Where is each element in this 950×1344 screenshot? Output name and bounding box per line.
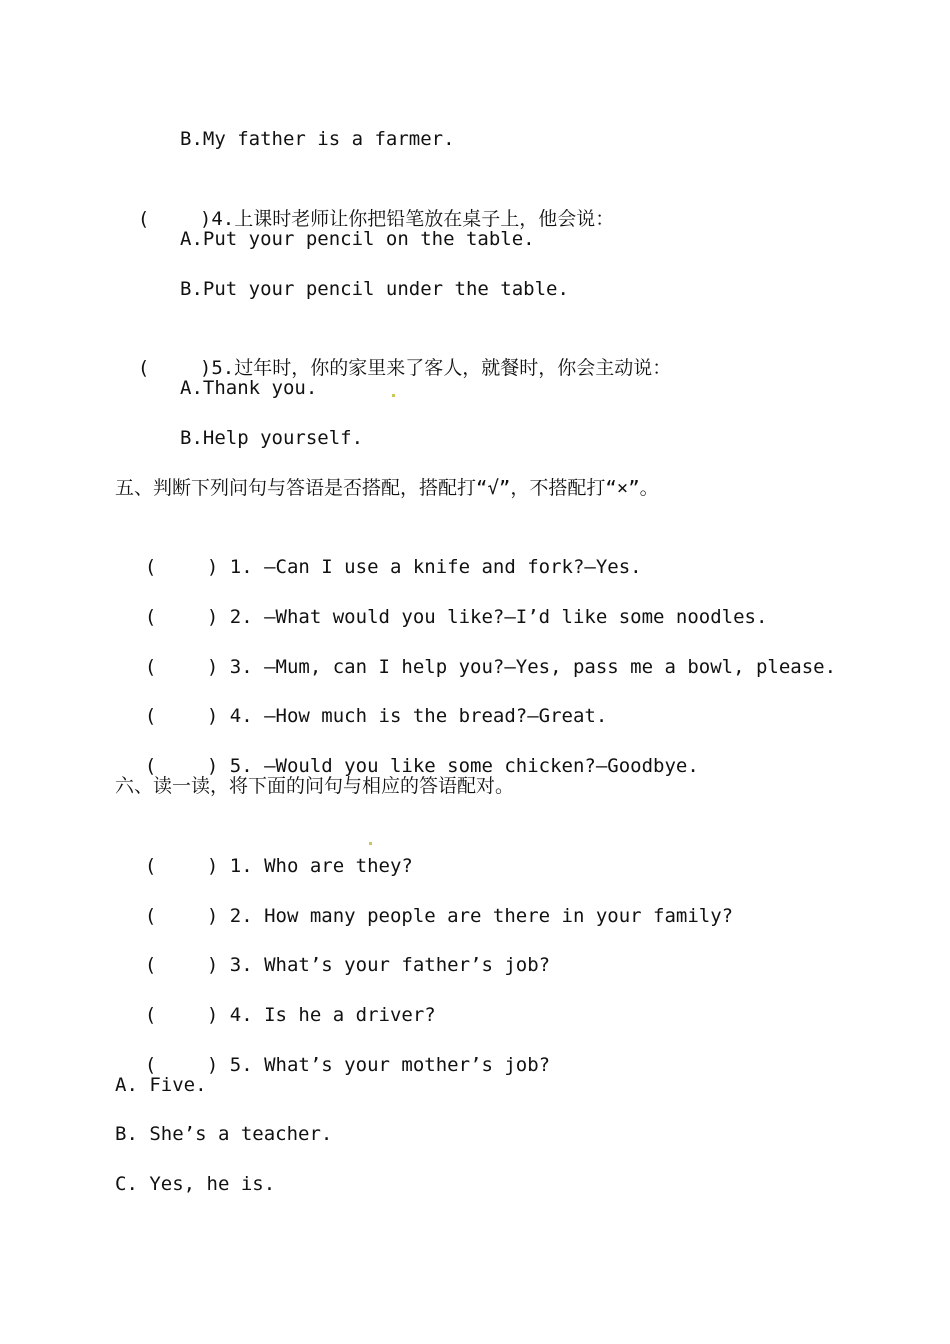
answer-blank-open: ( — [144, 656, 157, 678]
item-text: 4. Is he a driver? — [229, 1004, 436, 1026]
item-text: 2. —What would you like?—I’d like some noodles. — [229, 606, 768, 628]
section-5-heading: 五、判断下列问句与答语是否搭配，搭配打“√”，不搭配打“×”。 — [115, 477, 659, 499]
q5-option-b: B.Help yourself. — [180, 427, 364, 449]
answer-blank-close: ) — [206, 705, 219, 727]
answer-blank-close: ) — [206, 755, 219, 777]
answer-blank-open: ( — [144, 954, 157, 976]
question-5-text: 5.过年时，你的家里来了客人，就餐时，你会主动说： — [211, 357, 672, 379]
section-5-item-1 — [122, 522, 642, 578]
section-5-item-3 — [122, 622, 837, 678]
answer-blank-open: ( — [144, 705, 157, 727]
item-text: 3. What’s your father’s job? — [229, 954, 551, 976]
speck-mark — [392, 394, 395, 397]
answer-blank-close: ) — [206, 606, 219, 628]
section-5-item-2 — [122, 572, 768, 628]
answer-blank-open: ( — [137, 208, 150, 230]
section-6-item-5 — [122, 1020, 551, 1076]
item-text: 4. —How much is the bread?—Great. — [229, 705, 608, 727]
answer-blank-open: ( — [144, 556, 157, 578]
answer-blank-open: ( — [144, 606, 157, 628]
answer-blank-open: ( — [144, 855, 157, 877]
item-text: 5. —Would you like some chicken?—Goodbye. — [229, 755, 699, 777]
question-5 — [115, 323, 672, 379]
answer-blank-open: ( — [144, 1054, 157, 1076]
answer-blank-close: ) — [206, 1054, 219, 1076]
answer-blank-close: ) — [206, 954, 219, 976]
section-5-item-4 — [122, 671, 608, 727]
answer-blank-close: ) — [206, 905, 219, 927]
section-5-item-5 — [122, 721, 699, 777]
q4-option-b: B.Put your pencil under the table. — [180, 278, 569, 300]
section-6-item-1 — [122, 821, 413, 877]
item-text: 1. Who are they? — [229, 855, 413, 877]
q4-option-a: A.Put your pencil on the table. — [180, 228, 535, 250]
item-text: 3. —Mum, can I help you?—Yes, pass me a bowl, please. — [229, 656, 837, 678]
answer-blank-close: ) — [206, 556, 219, 578]
section-6-heading: 六、读一读，将下面的问句与相应的答语配对。 — [115, 775, 515, 797]
answer-blank-open: ( — [137, 357, 150, 379]
answer-blank-close: ) — [199, 357, 212, 379]
item-text: 5. What’s your mother’s job? — [229, 1054, 551, 1076]
answer-blank-close: ) — [206, 656, 219, 678]
item-text: 2. How many people are there in your family? — [229, 905, 734, 927]
answer-blank-close: ) — [199, 208, 212, 230]
answer-blank-close: ) — [206, 855, 219, 877]
answer-blank-open: ( — [144, 1004, 157, 1026]
answer-a: A. Five. — [115, 1074, 207, 1096]
answer-c: C. Yes, he is. — [115, 1173, 276, 1195]
speck-mark — [369, 842, 372, 845]
answer-b: B. She’s a teacher. — [115, 1123, 333, 1145]
question-4-text: 4.上课时老师让你把铅笔放在桌子上，他会说： — [211, 208, 615, 230]
section-6-item-2 — [122, 871, 734, 927]
question-4 — [115, 174, 615, 230]
answer-blank-close: ) — [206, 1004, 219, 1026]
q5-option-a: A.Thank you. — [180, 377, 318, 399]
section-6-item-3 — [122, 920, 551, 976]
section-6-item-4 — [122, 970, 436, 1026]
answer-blank-open: ( — [144, 905, 157, 927]
answer-blank-open: ( — [144, 755, 157, 777]
q3-option-b: B.My father is a farmer. — [180, 128, 455, 150]
item-text: 1. —Can I use a knife and fork?—Yes. — [229, 556, 642, 578]
